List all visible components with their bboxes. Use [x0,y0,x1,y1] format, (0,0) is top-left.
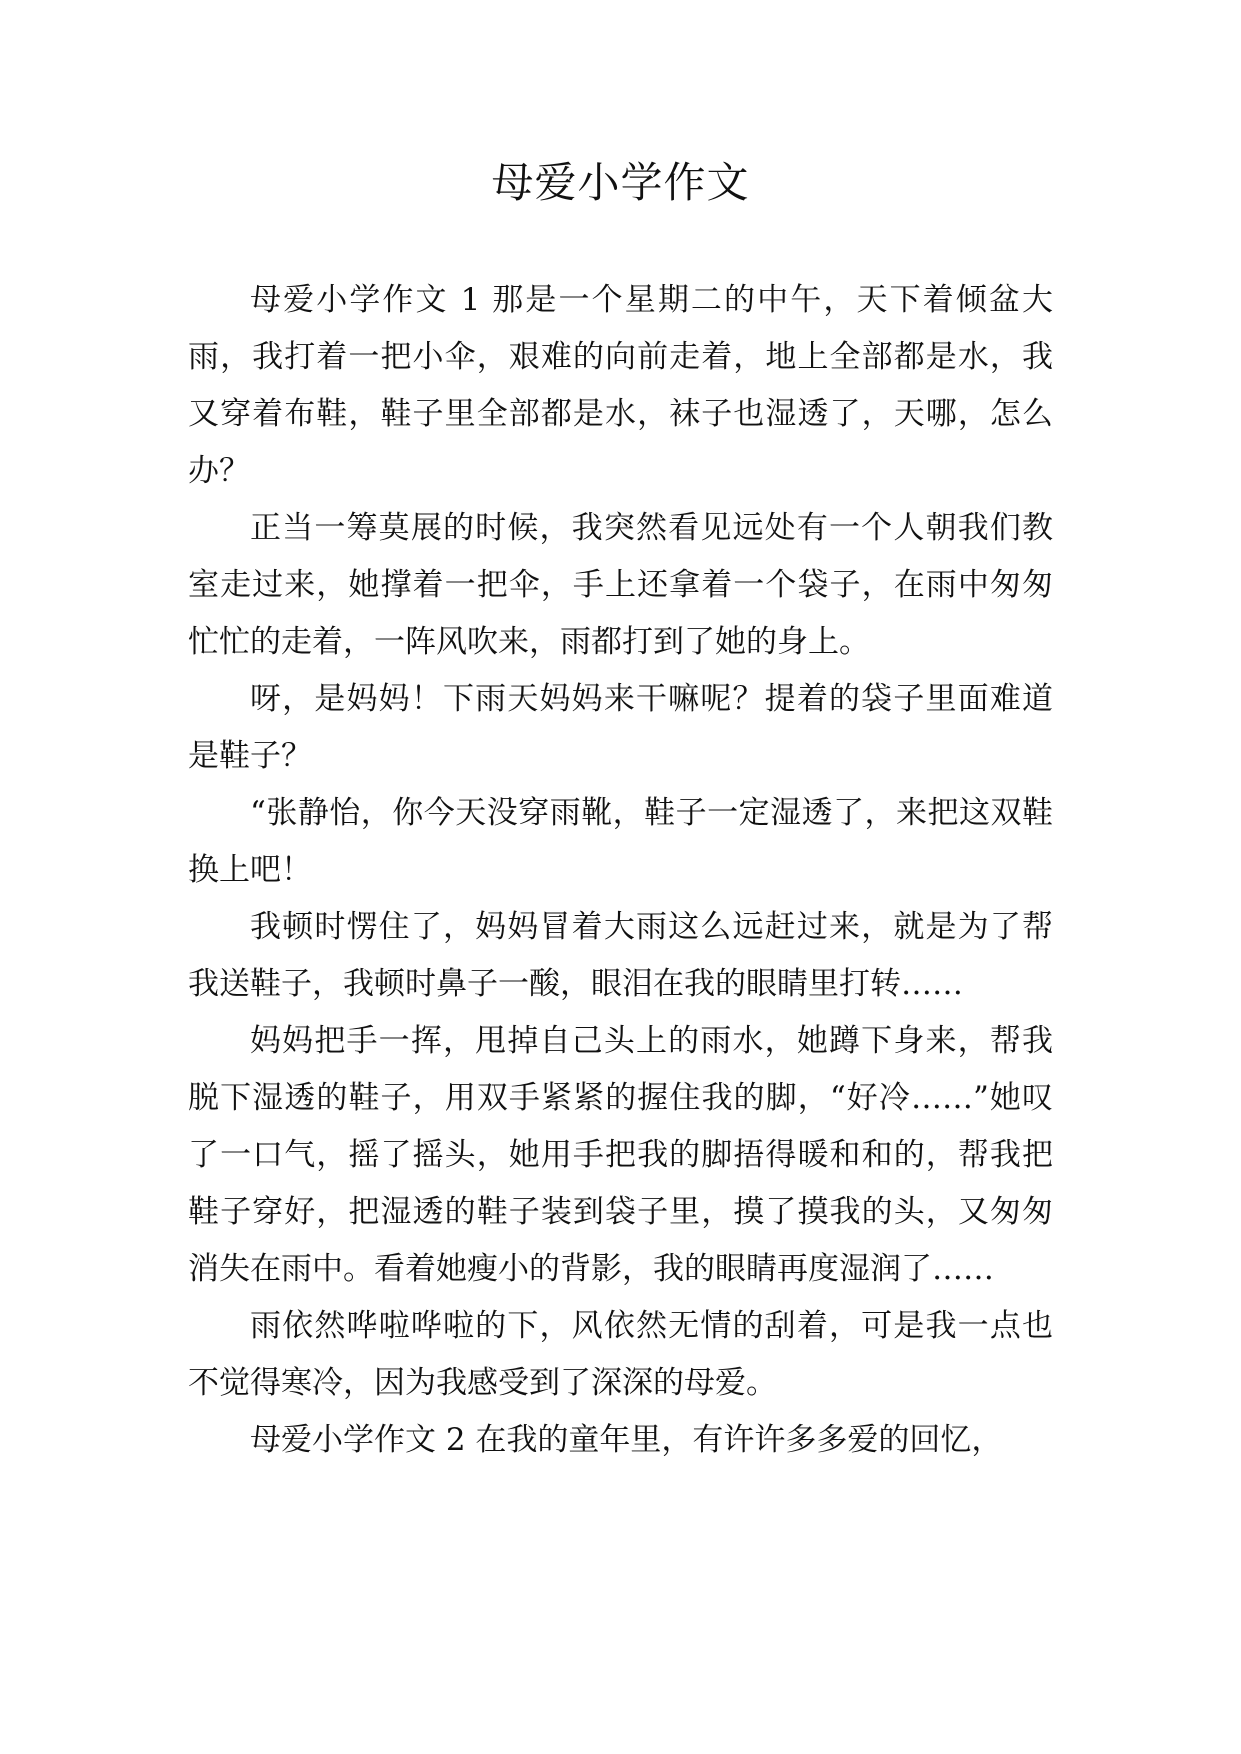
paragraph-3: 呀，是妈妈！下雨天妈妈来干嘛呢？提着的袋子里面难道是鞋子？ [188,681,1053,774]
paragraph-5: 我顿时愣住了，妈妈冒着大雨这么远赶过来，就是为了帮我送鞋子，我顿时鼻子一酸，眼泪在我的眼睛里打转…… [188,909,1053,1002]
paragraph-8: 母爱小学作文 2 在我的童年里，有许许多多爱的回忆， [250,1422,1003,1458]
paragraph-6: 妈妈把手一挥，甩掉自己头上的雨水，她蹲下身来，帮我脱下湿透的鞋子，用双手紧紧的握住我的脚，“好冷……”她叹了一口气，摇了摇头，她用手把我的脚捂得暖和和的，帮我把鞋子穿好，把湿透的鞋子装到袋子里，摸了摸我的头，又匆匆消失在雨中。看着她瘦小的背影，我的眼睛再度湿润了…… [188,1023,1053,1287]
paragraph-4: “张静怡，你今天没穿雨靴，鞋子一定湿透了，来把这双鞋换上吧！ [188,795,1053,888]
paragraph-7: 雨依然哗啦哗啦的下，风依然无情的刮着，可是我一点也不觉得寒冷，因为我感受到了深深的母爱。 [188,1308,1053,1401]
document-body [188,272,1053,1469]
paragraph-1: 母爱小学作文 1 那是一个星期二的中午，天下着倾盆大雨，我打着一把小伞，艰难的向前走着，地上全部都是水，我又穿着布鞋，鞋子里全部都是水，袜子也湿透了，天哪，怎么办？ [188,282,1053,489]
paragraph-2: 正当一筹莫展的时候，我突然看见远处有一个人朝我们教室走过来，她撑着一把伞，手上还拿着一个袋子，在雨中匆匆忙忙的走着，一阵风吹来，雨都打到了她的身上。 [188,510,1053,660]
document-title: 母爱小学作文 [491,158,750,207]
